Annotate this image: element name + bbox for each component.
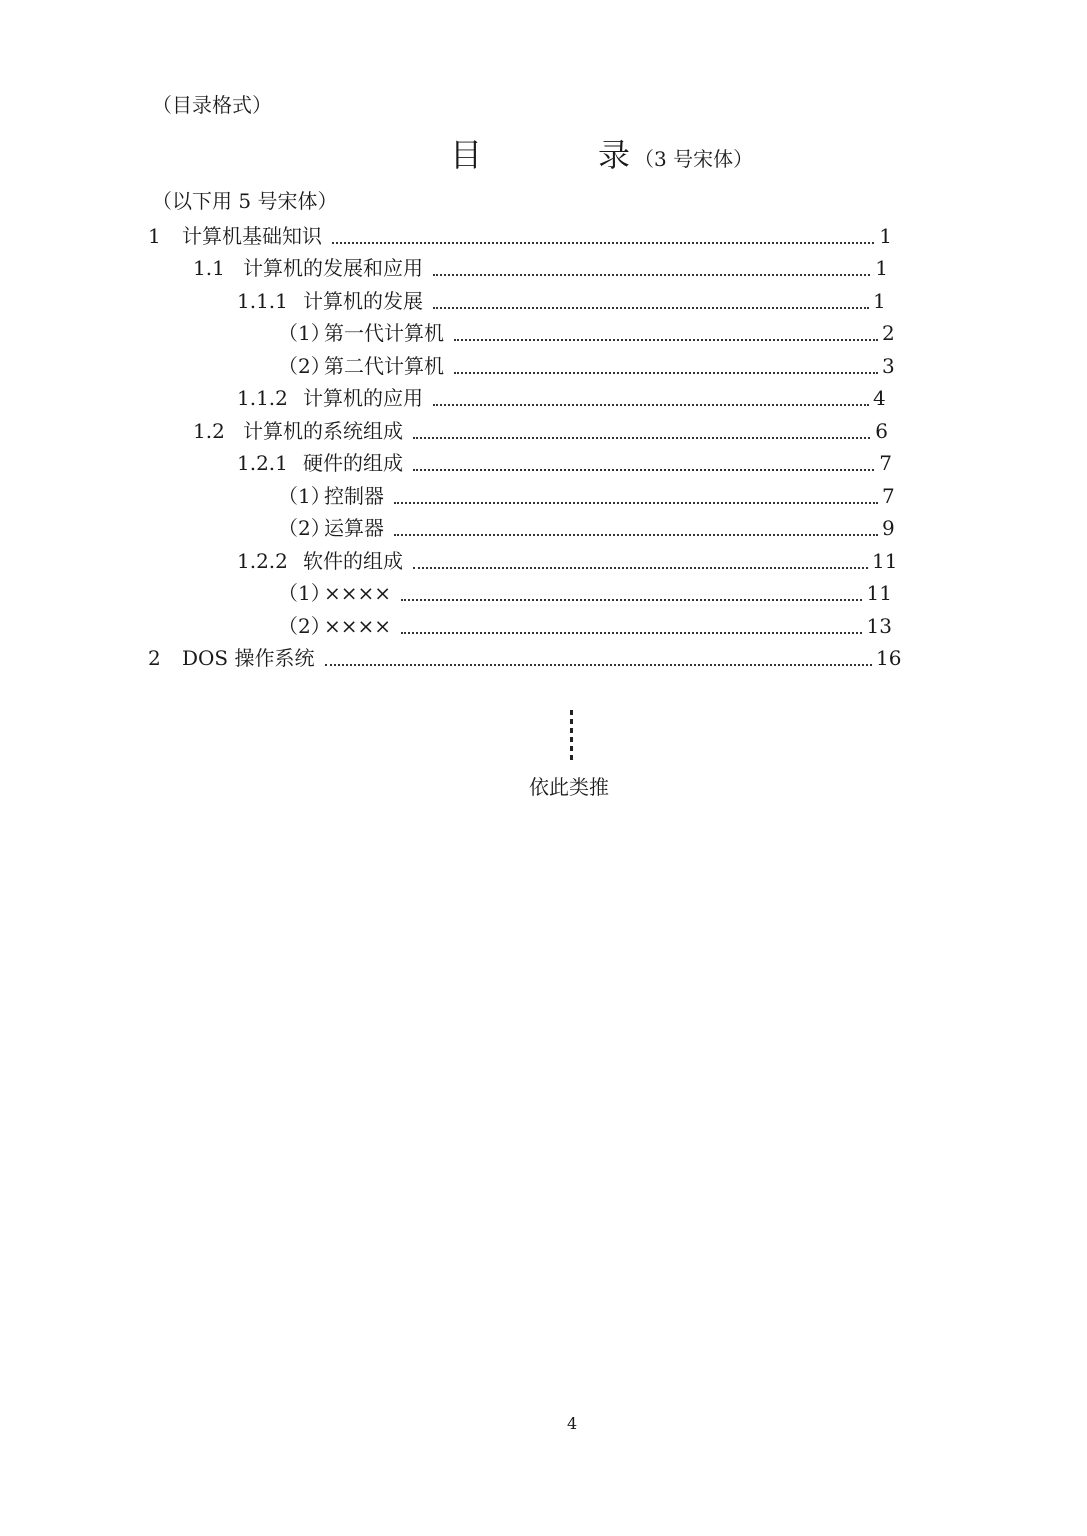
toc-entry-level2[interactable] (193, 415, 888, 447)
toc-entry-label: ×××× (324, 581, 392, 605)
toc-entry-level4[interactable] (278, 512, 895, 544)
toc-entry-page: 1 (879, 224, 892, 248)
body-font-note: （以下用 5 号宋体） (152, 189, 338, 213)
toc-entry-level2[interactable] (193, 252, 888, 284)
toc-entry-page: 4 (873, 386, 886, 410)
toc-dot-leader (454, 339, 878, 341)
continue-note: 依此类推 (529, 775, 609, 799)
toc-entry-level4[interactable] (278, 350, 895, 382)
toc-entry-number: （2） (278, 614, 331, 638)
toc-entry-label: 第二代计算机 (324, 354, 444, 378)
toc-entry-number: 2 (148, 646, 161, 670)
toc-entry-number: 1.1.1 (237, 289, 288, 313)
vertical-ellipsis (569, 710, 575, 768)
toc-entry-label: 计算机的系统组成 (243, 419, 403, 443)
toc-entry-number: （2） (278, 354, 331, 378)
toc-entry-label: 计算机的应用 (303, 386, 423, 410)
toc-entry-page: 13 (866, 614, 892, 638)
toc-entry-level1[interactable] (148, 220, 892, 252)
toc-entry-level3[interactable] (237, 447, 892, 479)
toc-entry-level4[interactable] (278, 610, 892, 642)
toc-entry-label: 运算器 (324, 516, 384, 540)
format-note: （目录格式） (152, 93, 272, 117)
toc-entry-label: DOS 操作系统 (182, 646, 315, 670)
toc-dot-leader (394, 534, 878, 536)
toc-entry-page: 11 (872, 549, 898, 573)
toc-entry-label: 软件的组成 (303, 549, 403, 573)
toc-entry-level4[interactable] (278, 577, 892, 609)
toc-entry-page: 9 (882, 516, 895, 540)
toc-entry-number: 1.2.2 (237, 549, 288, 573)
toc-entry-label: 第一代计算机 (324, 321, 444, 345)
toc-entry-page: 2 (882, 321, 895, 345)
toc-dot-leader (332, 242, 874, 244)
toc-entry-number: 1.1.2 (237, 386, 288, 410)
toc-entry-label: 硬件的组成 (303, 451, 403, 475)
title-char-1: 目 (450, 136, 483, 174)
toc-entry-label: ×××× (324, 614, 392, 638)
toc-entry-number: 1 (148, 224, 161, 248)
toc-entry-number: （1） (278, 321, 331, 345)
toc-entry-number: （1） (278, 484, 331, 508)
toc-entry-page: 16 (876, 646, 902, 670)
toc-entry-label: 控制器 (324, 484, 384, 508)
toc-entry-number: （1） (278, 581, 331, 605)
toc-entry-number: （2） (278, 516, 331, 540)
toc-entry-level3[interactable] (237, 382, 886, 414)
toc-dot-leader (325, 664, 873, 666)
toc-entry-level4[interactable] (278, 480, 895, 512)
toc-entry-label: 计算机基础知识 (182, 224, 322, 248)
toc-dot-leader (394, 502, 878, 504)
toc-entry-page: 7 (879, 451, 892, 475)
toc-entry-page: 11 (866, 581, 892, 605)
toc-entry-page: 1 (875, 256, 888, 280)
toc-dot-leader (454, 372, 878, 374)
toc-entry-page: 3 (882, 354, 895, 378)
toc-entry-page: 1 (873, 289, 886, 313)
toc-entry-level3[interactable] (237, 545, 898, 577)
toc-entry-number: 1.2.1 (237, 451, 288, 475)
toc-dot-leader (433, 307, 869, 309)
toc-entry-level4[interactable] (278, 317, 895, 349)
toc-entry-label: 计算机的发展 (303, 289, 423, 313)
toc-title (0, 136, 1087, 176)
toc-entry-level3[interactable] (237, 285, 886, 317)
toc-dot-leader (413, 469, 874, 471)
toc-dot-leader (413, 567, 868, 569)
title-char-2: 录 (598, 136, 631, 174)
toc-dot-leader (413, 437, 870, 439)
toc-dot-leader (401, 599, 862, 601)
title-font-note: （3 号宋体） (634, 147, 754, 171)
toc-entry-label: 计算机的发展和应用 (243, 256, 423, 280)
toc-entry-page: 7 (882, 484, 895, 508)
toc-entry-number: 1.2 (193, 419, 225, 443)
toc-entry-page: 6 (875, 419, 888, 443)
toc-entry-level1[interactable] (148, 642, 902, 674)
toc-dot-leader (401, 632, 862, 634)
page-number: 4 (567, 1414, 578, 1433)
toc-dot-leader (433, 404, 869, 406)
toc-dot-leader (433, 274, 870, 276)
toc-entry-number: 1.1 (193, 256, 225, 280)
